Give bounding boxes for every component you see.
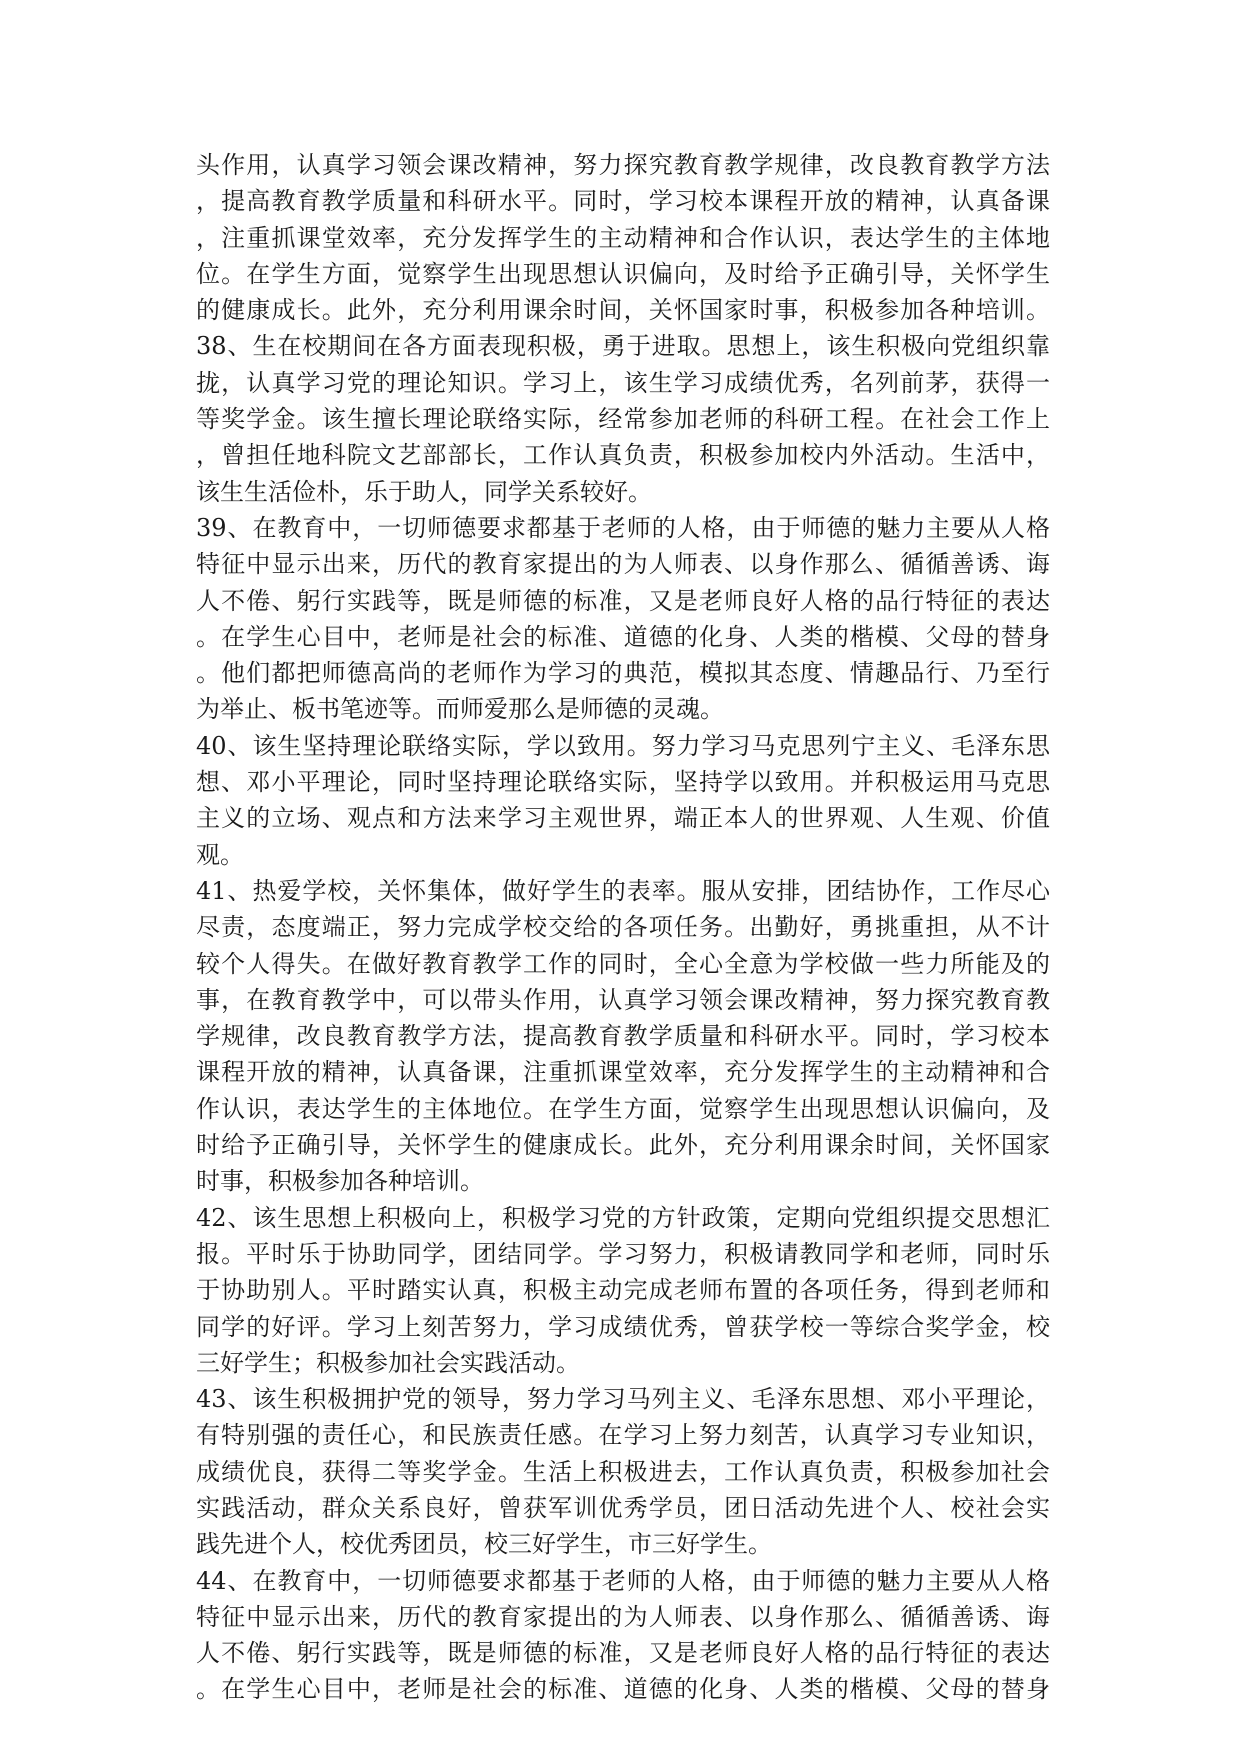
text-line: 同学的好评。学习上刻苦努力，学习成绩优秀，曾获学校一等综合奖学金，校 xyxy=(196,1312,1050,1341)
text-line: 44、在教育中，一切师德要求都基于老师的人格，由于师德的魅力主要从人格 xyxy=(196,1566,1050,1595)
text-line: 41、热爱学校，关怀集体，做好学生的表率。服从安排，团结协作，工作尽心 xyxy=(196,876,1050,905)
text-line: ，提高教育教学质量和科研水平。同时，学习校本课程开放的精神，认真备课 xyxy=(196,187,1050,216)
text-line: ，曾担任地科院文艺部部长，工作认真负责，积极参加校内外活动。生活中， xyxy=(196,441,1050,470)
text-line: 想、邓小平理论，同时坚持理论联络实际，坚持学以致用。并积极运用马克思 xyxy=(196,768,1050,797)
text-line: 有特别强的责任心，和民族责任感。在学习上努力刻苦，认真学习专业知识， xyxy=(196,1421,1050,1450)
text-line: 42、该生思想上积极向上，积极学习党的方针政策，定期向党组织提交思想汇 xyxy=(196,1203,1050,1232)
text-line: 践先进个人，校优秀团员，校三好学生，市三好学生。 xyxy=(196,1530,772,1559)
text-line: 尽责，态度端正，努力完成学校交给的各项任务。出勤好，勇挑重担，从不计 xyxy=(196,913,1050,942)
text-line: 三好学生；积极参加社会实践活动。 xyxy=(196,1348,580,1377)
text-line: 课程开放的精神，认真备课，注重抓课堂效率，充分发挥学生的主动精神和合 xyxy=(196,1058,1050,1087)
text-line: 于协助别人。平时踏实认真，积极主动完成老师布置的各项任务，得到老师和 xyxy=(196,1276,1050,1305)
text-line: 人不倦、躬行实践等，既是师德的标准，又是老师良好人格的品行特征的表达 xyxy=(196,1639,1050,1668)
text-line: 。在学生心目中，老师是社会的标准、道德的化身、人类的楷模、父母的替身 xyxy=(196,622,1050,651)
text-line: 事，在教育教学中，可以带头作用，认真学习领会课改精神，努力探究教育教 xyxy=(196,985,1050,1014)
text-line: 人不倦、躬行实践等，既是师德的标准，又是老师良好人格的品行特征的表达 xyxy=(196,586,1050,615)
text-line: 作认识，表达学生的主体地位。在学生方面，觉察学生出现思想认识偏向，及 xyxy=(196,1094,1050,1123)
text-line: 时事，积极参加各种培训。 xyxy=(196,1167,484,1196)
text-line: 观。 xyxy=(196,840,244,869)
text-line: ，注重抓课堂效率，充分发挥学生的主动精神和合作认识，表达学生的主体地 xyxy=(196,223,1050,252)
text-line: 报。平时乐于协助同学，团结同学。学习努力，积极请教同学和老师，同时乐 xyxy=(196,1239,1050,1268)
text-line: 为举止、板书笔迹等。而师爱那么是师德的灵魂。 xyxy=(196,695,724,724)
text-line: 特征中显示出来，历代的教育家提出的为人师表、以身作那么、循循善诱、诲 xyxy=(196,550,1050,579)
text-line: 。他们都把师德高尚的老师作为学习的典范，模拟其态度、情趣品行、乃至行 xyxy=(196,659,1050,688)
text-line: 学规律，改良教育教学方法，提高教育教学质量和科研水平。同时，学习校本 xyxy=(196,1022,1050,1051)
text-line: 头作用，认真学习领会课改精神，努力探究教育教学规律，改良教育教学方法 xyxy=(196,151,1050,179)
text-line: 等奖学金。该生擅长理论联络实际，经常参加老师的科研工程。在社会工作上 xyxy=(196,405,1050,434)
text-line: 较个人得失。在做好教育教学工作的同时，全心全意为学校做一些力所能及的 xyxy=(196,949,1050,978)
text-line: 43、该生积极拥护党的领导，努力学习马列主义、毛泽东思想、邓小平理论， xyxy=(196,1385,1050,1414)
text-line: 38、生在校期间在各方面表现积极，勇于进取。思想上，该生积极向党组织靠 xyxy=(196,332,1050,361)
text-line: 位。在学生方面，觉察学生出现思想认识偏向，及时给予正确引导，关怀学生 xyxy=(196,259,1050,288)
text-line: 拢，认真学习党的理论知识。学习上，该生学习成绩优秀，名列前茅，获得一 xyxy=(196,368,1050,397)
text-line: 主义的立场、观点和方法来学习主观世界，端正本人的世界观、人生观、价值 xyxy=(196,804,1050,833)
document-body-text xyxy=(196,147,1050,1708)
text-line: 40、该生坚持理论联络实际，学以致用。努力学习马克思列宁主义、毛泽东思 xyxy=(196,731,1050,760)
text-line: 。在学生心目中，老师是社会的标准、道德的化身、人类的楷模、父母的替身 xyxy=(196,1675,1050,1704)
text-line: 特征中显示出来，历代的教育家提出的为人师表、以身作那么、循循善诱、诲 xyxy=(196,1602,1050,1631)
text-line: 实践活动，群众关系良好，曾获军训优秀学员，团日活动先进个人、校社会实 xyxy=(196,1493,1050,1522)
text-line: 时给予正确引导，关怀学生的健康成长。此外，充分利用课余时间，关怀国家 xyxy=(196,1131,1050,1160)
text-line: 的健康成长。此外，充分利用课余时间，关怀国家时事，积极参加各种培训。 xyxy=(196,296,1050,325)
text-line: 39、在教育中，一切师德要求都基于老师的人格，由于师德的魅力主要从人格 xyxy=(196,513,1050,542)
text-line: 该生生活俭朴，乐于助人，同学关系较好。 xyxy=(196,477,652,506)
text-line: 成绩优良，获得二等奖学金。生活上积极进去，工作认真负责，积极参加社会 xyxy=(196,1457,1050,1486)
